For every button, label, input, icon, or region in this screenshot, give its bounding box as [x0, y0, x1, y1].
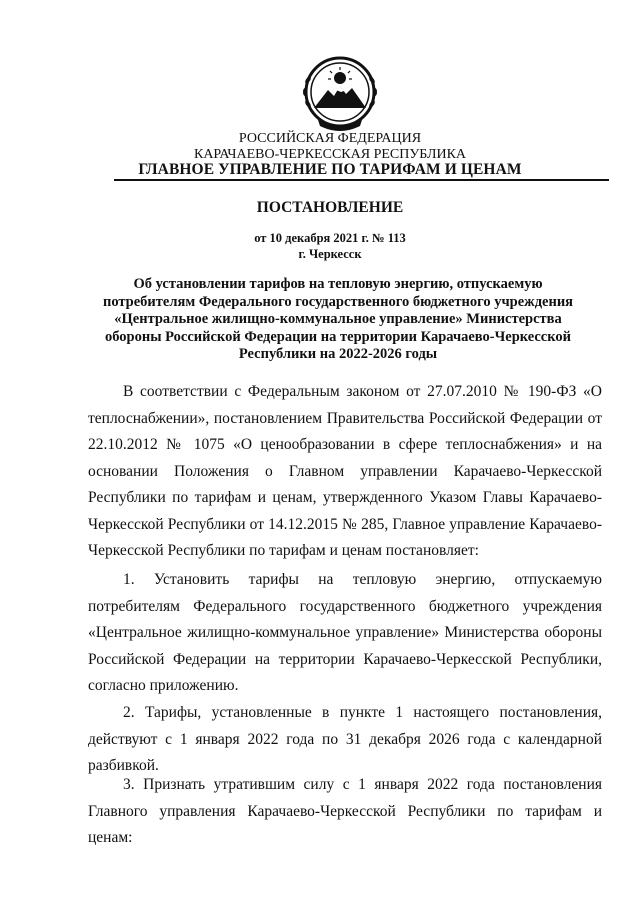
paragraph-text: 3. Признать утратившим силу с 1 января 2022 года постановления Главного управления Карачаево-Черкесской Республики по тарифам и ценам: [88, 776, 602, 846]
paragraph-text: В соответствии с Федеральным законом от 27.07.2010 № 190-ФЗ «О теплоснабжении», постановлением Правительства Российской Федерации от 22.10.2012 № 1075 «О ценообразовании в сфере теплоснабжения» и на основании Положения о Главном управлении Карачаево-Черкесской Республики по тарифам и ценам, утвержденного Указом Главы Карачаево-Черкесской Республики от 14.12.2015 № 285, Главное управление Карачаево-Черкесской Республики по тарифам и ценам постановляет: [88, 383, 602, 559]
paragraph-text: 1. Установить тарифы на тепловую энергию, отпускаемую потребителям Федерального государственного бюджетного учреждения «Центральное жилищно-коммунальное управление» Министерства обороны Российской Федерации на территории Карачаево-Черкесской Республики, согласно приложению. [88, 571, 602, 694]
organization-name: ГЛАВНОЕ УПРАВЛЕНИЕ ПО ТАРИФАМ И ЦЕНАМ [138, 161, 522, 178]
header-divider [114, 179, 609, 181]
body-paragraph-1 [88, 567, 602, 700]
body-paragraph-3 [88, 772, 602, 852]
body-paragraph-2 [88, 700, 602, 780]
document-type: ПОСТАНОВЛЕНИЕ [256, 199, 404, 216]
paragraph-text: 2. Тарифы, установленные в пункте 1 настоящего постановления, действуют с 1 января 2022 года по 31 декабря 2026 года с календарной разбивкой. [88, 704, 602, 774]
coat-of-arms-icon [292, 50, 388, 138]
document-title: Об установлении тарифов на тепловую энергию, отпускаемую потребителям Федерального государственного бюджетного учреждения «Центральное жилищно-коммунальное управление» Министерства обороны Российской Федерации на территории Карачаево-Черкесской Республики на 2022-2026 годы [102, 276, 574, 362]
body-paragraph-intro [88, 379, 602, 565]
republic-name: КАРАЧАЕВО-ЧЕРКЕССКАЯ РЕСПУБЛИКА [193, 147, 467, 162]
document-date-number: от 10 декабря 2021 г. № 113 [254, 231, 406, 245]
document-city: г. Черкесск [298, 247, 362, 261]
country-name: РОССИЙСКАЯ ФЕДЕРАЦИЯ [238, 131, 422, 146]
